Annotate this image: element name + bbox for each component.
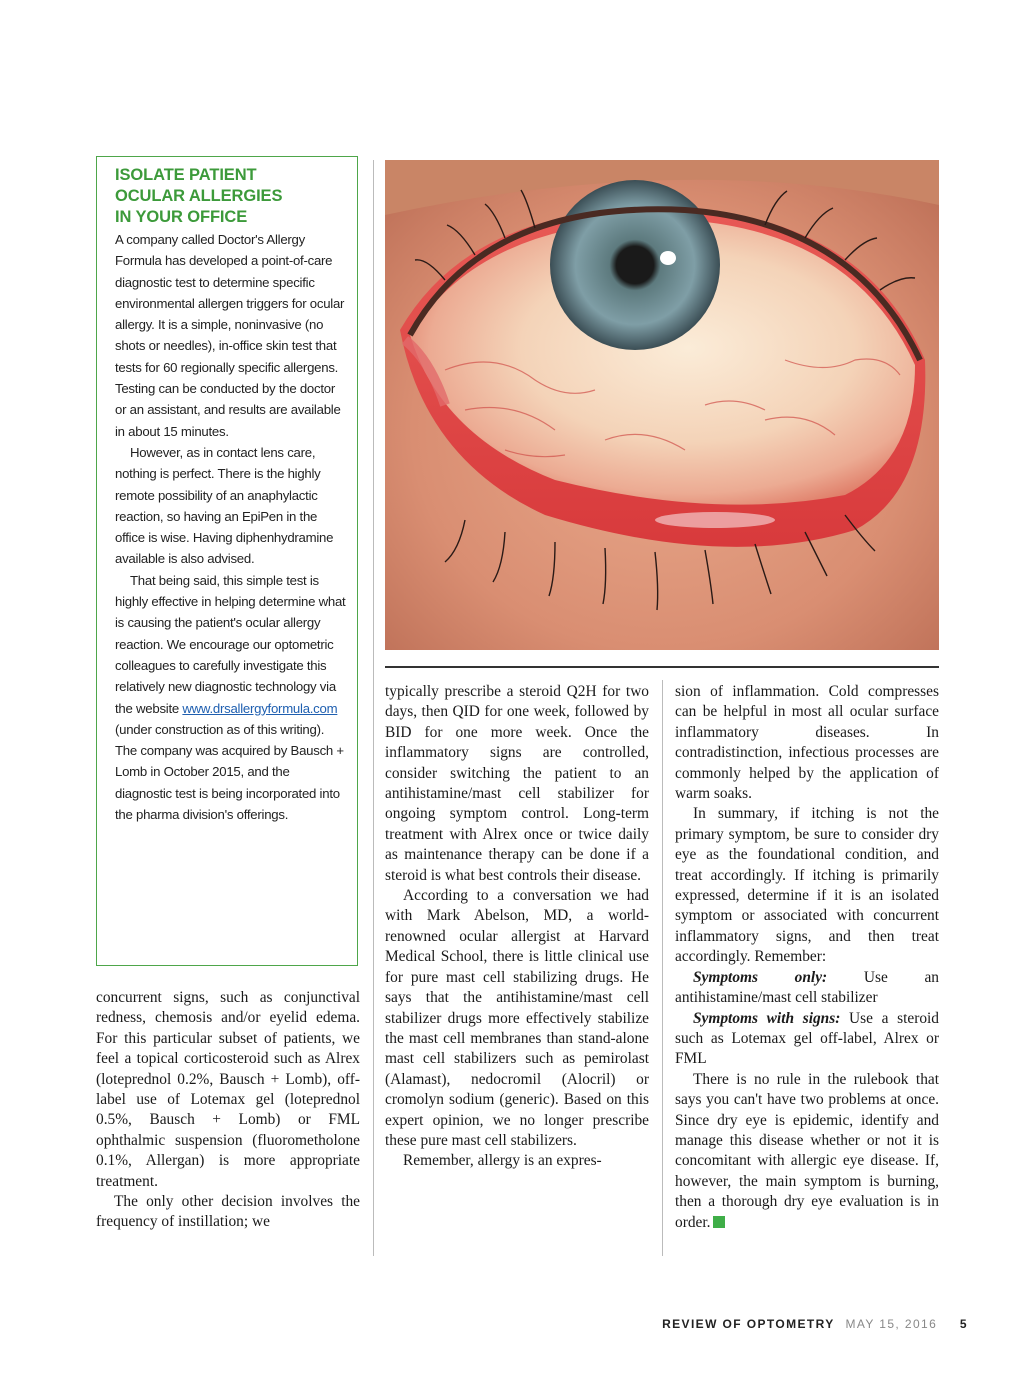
body-text: Use a steroid such as Lotemax gel off-label, Alrex or FML [675,1009,939,1068]
body-paragraph: sion of inflammation. Cold compresses can be helpful in most all ocular surface inflammatory diseases. In contradistinction, infectious processes are commonly helped by the application of warm soaks. [675,683,939,803]
body-text: Use an antihistamine/mast cell stabilizer [675,968,939,1007]
allergic-eye-photo [385,160,939,650]
symptoms-with-signs-label: Symptoms with signs: [693,1009,841,1027]
website-link[interactable]: www.drsallergyformula.com [182,700,338,716]
issue-date: MAY 15, 2016 [845,1317,938,1331]
body-paragraph: concurrent signs, such as conjunctival redness, chemosis and/or eyelid edema. For this particular subset of patients, we feel a topical corticosteroid such as Alrex (loteprednol 0.2%, Bausch + Lomb), off-label use of Lotemax gel (loteprednol 0.5%, Bausch + Lomb) or FML ophthalmic suspension (fluorometholone 0.1%, Allergan) is more appropriate treatment. [96,989,360,1190]
body-paragraph: The only other decision involves the frequency of instillation; we [96,1193,360,1231]
sidebar-box [96,156,358,966]
symptoms-only-paragraph [675,968,939,1009]
column-3 [675,682,939,1233]
body-text: There is no rule in the rulebook that says you can't have two problems at once. Since dry eye is epidemic, identify and manage this disease whether or not it is concomitant with allergic eye disease. If, however, the main symptom is burning, then a thorough dry eye evaluation is in order. [675,1070,939,1231]
figure-rule [385,666,939,668]
sidebar-text: That being said, this simple test is highly effective in helping determine what is causing the patient's ocular allergy reaction. We encourage our optometric colleagues to carefully investigate this relatively new diagnostic technology via the website [115,572,346,716]
publication-name: REVIEW OF OPTOMETRY [662,1317,835,1331]
sidebar-title-line: OCULAR ALLERGIES [115,187,283,205]
body-paragraph: typically prescribe a steroid Q2H for two days, then QID for one week, followed by BID for one more week. Once the inflammatory signs are controlled, consider switching the patient to an antihistamine/mast cell stabilizer for ongoing symptom control. Long-term treatment with Alrex once or twice daily as maintenance therapy can be done if a steroid is what best controls their disease. [385,683,649,884]
sidebar-paragraph: However, as in contact lens care, nothing is perfect. There is the highly remote possibility of an anaphylactic reaction, so having an EpiPen in the office is wise. Having diphenhydramine available is also advised. [115,444,334,567]
sidebar-title-line: IN YOUR OFFICE [115,208,248,226]
sidebar-paragraph [115,570,347,826]
sidebar-title [115,165,347,228]
column-divider [662,680,663,1256]
symptoms-only-label: Symptoms only: [693,968,828,986]
page-footer [662,1317,968,1331]
body-paragraph: In summary, if itching is not the primary symptom, be sure to consider dry eye as the foundational condition, and treat accordingly. If itching is primarily expressed, determine if it is an isolated symptom or associated with concurrent inflammatory signs, and then treat accordingly. Remember: [675,805,939,966]
column-divider [373,160,374,1256]
column-1 [96,988,360,1233]
body-paragraph: According to a conversation we had with Mark Abelson, MD, a world-renowned ocular allergist at Harvard Medical School, there is little clinical use for pure mast cell stabilizing drugs. He says that the antihistamine/mast cell stabilizer drugs more effectively stabilize the mast cell membranes than stand-alone mast cell stabilizers such as pemirolast (Alamast), nedocromil (Alocril) or cromolyn sodium (generic). Based on this expert opinion, we no longer prescribe these pure mast cell stabilizers. [385,887,649,1149]
body-paragraph [675,1070,939,1233]
body-paragraph: Remember, allergy is an expres- [403,1152,602,1170]
sidebar-paragraph: A company called Doctor's Allergy Formula has developed a point-of-care diagnostic test to determine specific environmental allergen triggers for ocular allergy. It is a simple, noninvasive (no shots or needles), in-office skin test that tests for 60 regionally specific allergens. Testing can be conducted by the doctor or an assistant, and results are available in about 15 minutes. [115,232,345,439]
end-of-article-mark [713,1216,725,1228]
sidebar-text: (under construction as of this writing). The company was acquired by Bausch + Lomb in October 2015, and the diagnostic test is being incorporated into the pharma division's offerings. [115,721,344,823]
symptoms-with-signs-paragraph [675,1009,939,1070]
page-number: 5 [959,1317,968,1331]
sidebar-title-line: ISOLATE PATIENT [115,166,257,184]
column-2 [385,682,649,1172]
